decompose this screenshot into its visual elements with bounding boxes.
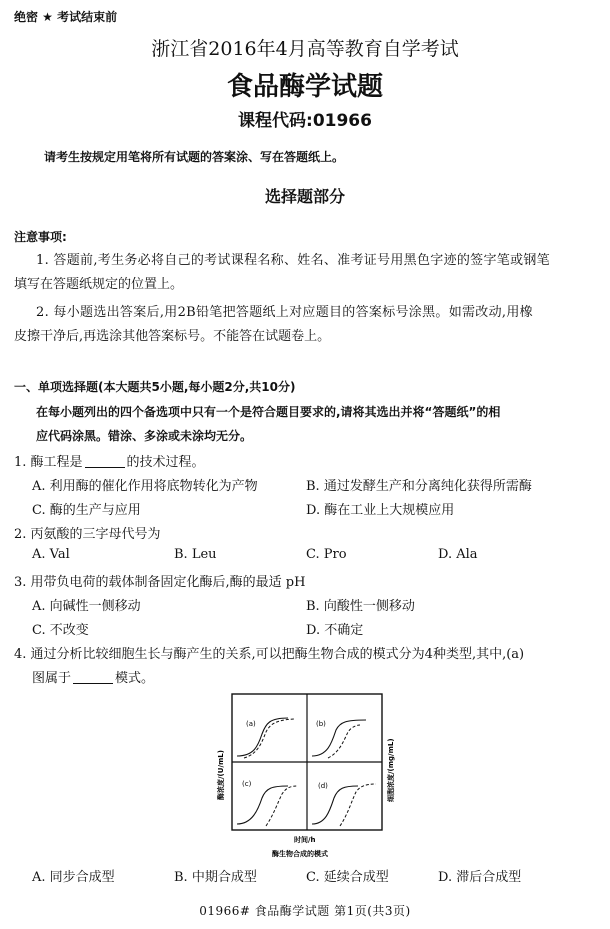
q1-option-b: B. 通过发酵生产和分离纯化获得所需酶 — [306, 479, 532, 494]
figure-svg — [210, 690, 400, 860]
q3-option-d: D. 不确定 — [306, 623, 364, 638]
q2-option-a: A. Val — [32, 547, 70, 562]
q1-answer-blank — [85, 455, 125, 468]
subject-title: 食品酶学试题 — [226, 72, 383, 102]
part1-heading: 一、单项选择题(本大题共5小题,每小题2分,共10分) — [14, 380, 296, 394]
q1-stem — [14, 451, 205, 470]
panel-a-cell-curve — [237, 718, 288, 756]
q2-stem: 2. 丙氨酸的三字母代号为 — [14, 527, 161, 542]
note-2-line-1: 2. 每小题选出答案后,用2B铅笔把答题纸上对应题目的答案标号涂黑。如需改动,用橡 — [36, 305, 533, 320]
q2-option-c: C. Pro — [306, 547, 347, 562]
part1-desc-line-1: 在每小题列出的四个备选项中只有一个是符合题目要求的,请将其选出并将“答题纸”的相 — [36, 405, 501, 419]
section-title: 选择题部分 — [264, 187, 345, 206]
panel-d-cell-curve — [312, 786, 358, 824]
q3-option-b: B. 向酸性一侧移动 — [306, 599, 415, 614]
secret-label: 绝密 ★ 考试结束前 — [14, 10, 118, 24]
q4-stem-a: 图属于 — [32, 671, 72, 686]
page-footer: 01966# 食品酶学试题 第1页(共3页) — [199, 904, 411, 918]
y-axis-right-label: 细胞浓度/(mg/mL) — [387, 738, 395, 802]
panel-c-label: (c) — [242, 780, 252, 788]
course-code: 课程代码:01966 — [238, 111, 372, 131]
panel-d-enzyme-curve — [340, 784, 376, 826]
q2-option-d: D. Ala — [438, 547, 478, 562]
q3-option-c: C. 不改变 — [32, 623, 89, 638]
q4-stem-line-1: 4. 通过分析比较细胞生长与酶产生的关系,可以把酶生物合成的模式分为4种类型,其中,(a) — [14, 647, 525, 662]
q1-stem-a: 1. 酶工程是 — [14, 455, 83, 470]
q1-option-a: A. 利用酶的催化作用将底物转化为产物 — [32, 479, 258, 494]
q3-option-a: A. 向碱性一侧移动 — [32, 599, 141, 614]
note-2-line-2: 皮擦干净后,再选涂其他答案标号。不能答在试题卷上。 — [14, 329, 331, 344]
q4-option-c: C. 延续合成型 — [306, 870, 389, 885]
part1-desc-line-2: 应代码涂黑。错涂、多涂或未涂均无分。 — [36, 429, 253, 443]
exam-title: 浙江省2016年4月高等教育自学考试 — [151, 38, 459, 60]
panel-d-label: (d) — [318, 782, 328, 790]
q1-stem-b: 的技术过程。 — [126, 455, 205, 470]
panel-b-enzyme-curve — [328, 725, 360, 758]
q2-option-b: B. Leu — [174, 547, 217, 562]
q4-option-d: D. 滞后合成型 — [438, 870, 522, 885]
panel-b-label: (b) — [316, 720, 326, 728]
panel-c-enzyme-curve — [266, 786, 298, 826]
figure-caption: 酶生物合成的模式 — [272, 850, 328, 858]
answer-instruction: 请考生按规定用笔将所有试题的答案涂、写在答题纸上。 — [44, 150, 345, 164]
y-axis-left-label: 酶浓度/(U/mL) — [217, 750, 225, 800]
q4-answer-blank — [73, 671, 113, 684]
x-axis-label: 时间/h — [294, 836, 316, 844]
q1-option-c: C. 酶的生产与应用 — [32, 503, 141, 518]
note-1-line-2: 填写在答题纸规定的位置上。 — [14, 277, 184, 292]
panel-a-label: (a) — [246, 720, 256, 728]
q4-stem-b: 模式。 — [115, 671, 155, 686]
q4-option-a: A. 同步合成型 — [32, 870, 115, 885]
note-1-line-1: 1. 答题前,考生务必将自己的考试课程名称、姓名、准考证号用黑色字迹的签字笔或钢笔 — [36, 253, 550, 268]
q4-option-b: B. 中期合成型 — [174, 870, 257, 885]
q4-stem-line-2 — [32, 667, 154, 686]
panel-c-cell-curve — [237, 786, 288, 824]
q1-option-d: D. 酶在工业上大规模应用 — [306, 503, 455, 518]
notes-heading: 注意事项: — [14, 230, 67, 244]
enzyme-synthesis-figure — [210, 690, 400, 860]
q3-stem: 3. 用带负电荷的载体制备固定化酶后,酶的最适 pH — [14, 575, 306, 590]
